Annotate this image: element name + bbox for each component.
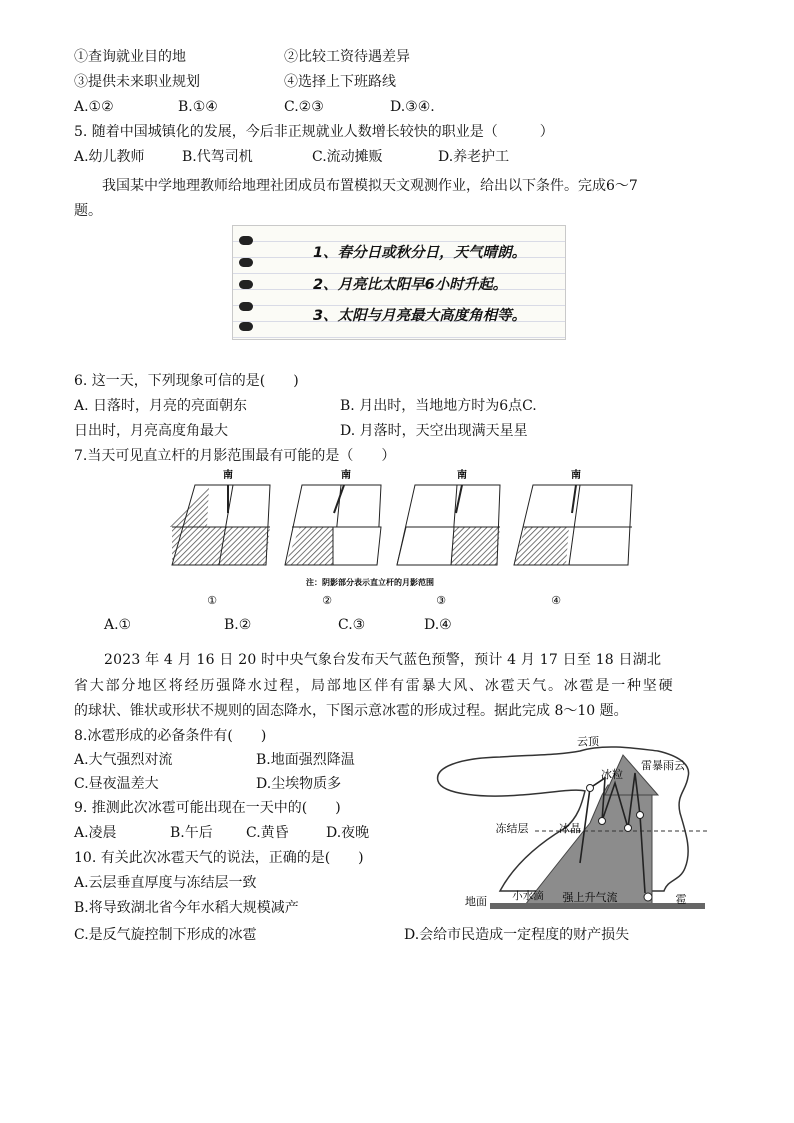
q5-answer-d: D.养老护工 [438,149,510,165]
q4-answer-a: A.①② [74,99,114,115]
panel-number-2: ② [322,594,332,607]
q4-option-2: ②比较工资待遇差异 [284,49,410,65]
q6-answer-c-cont: 日出时，月亮高度角最大 [74,423,228,439]
q6-answer-d: D. 月落时，天空出现满天星星 [340,423,528,439]
intro-8-10-line1: 2023 年 4 月 16 日 20 时中央气象台发布天气蓝色预警，预计 4 月 17 日至 18 日湖北 [104,652,662,668]
q9-answer-d: D.夜晚 [326,825,370,841]
binding-hole [239,302,253,311]
label-ground: 地面 [465,895,487,908]
q10-stem: 10. 有关此次冰雹天气的说法，正确的是( ) [74,850,364,866]
panel-number-1: ① [207,594,217,607]
q10-answer-b: B.将导致湖北省今年水稻大规模减产 [74,900,299,916]
label-updraft: 强上升气流 [562,891,618,904]
note-card [232,225,566,340]
label-hail: 雹 [675,893,687,906]
shadow-area [514,527,569,565]
panel-2-top-label: 南 [341,470,351,481]
q4-option-4: ④选择上下班路线 [284,74,396,90]
q6-stem: 6. 这一天，下列现象可信的是( ) [74,373,299,389]
panel-number-4: ④ [551,594,561,607]
q7-answer-a: A.① [104,617,132,633]
q8-answer-a: A.大气强烈对流 [74,752,173,768]
panel-3-top-label: 南 [457,470,467,481]
figure-note: 注：阴影部分表示直立杆的月影范围 [306,578,434,587]
q7-answer-b: B.② [224,617,252,633]
intro-8-10-line2: 省大部分地区将经历强降水过程，局部地区伴有雷暴大风、冰雹天气。冰雹是一种坚硬 [74,678,675,694]
q8-answer-b: B.地面强烈降温 [256,752,355,768]
label-freezing-layer: 冻结层 [495,822,529,835]
q8-answer-c: C.昼夜温差大 [74,776,159,792]
q9-answer-c: C.黄昏 [246,825,289,841]
q10-answer-d: D.会给市民造成一定程度的财产损失 [404,927,630,943]
q8-answer-d: D.尘埃物质多 [256,776,342,792]
label-ice-pellet: 冰粒 [601,768,623,781]
q4-option-3: ③提供未来职业规划 [74,74,200,90]
q7-answer-c: C.③ [338,617,366,633]
note-line-2: 2、月亮比太阳早6小时升起。 [313,277,508,293]
q5-answer-a: A.幼儿教师 [74,149,145,165]
label-storm-cloud: 雷暴雨云 [641,759,685,772]
q6-answer-a: A. 日落时，月亮的亮面朝东 [74,398,248,414]
q10-answer-c: C.是反气旋控制下形成的冰雹 [74,927,257,943]
binding-hole [239,322,253,331]
q10-answer-a: A.云层垂直厚度与冻结层一致 [74,875,257,891]
panel-number-3: ③ [436,594,446,607]
moon-shadow-figure [0,465,794,615]
panel-1 [169,468,270,565]
q8-stem: 8.冰雹形成的必备条件有( ) [74,728,267,744]
note-line-1: 1、春分日或秋分日，天气晴朗。 [313,245,527,261]
hail-formation-diagram [430,733,730,913]
note-line-3: 3、太阳与月亮最大高度角相等。 [313,308,527,324]
binding-hole [239,236,253,245]
q4-answer-d: D.③④. [390,99,435,115]
label-droplets: 小水滴 [512,890,544,902]
panel-4 [514,468,632,565]
q4-option-1: ①查询就业目的地 [74,49,186,65]
panel-2 [285,468,381,565]
q9-answer-a: A.凌晨 [74,825,117,841]
binding-hole [239,280,253,289]
intro-6-7-line2: 题。 [74,203,102,219]
binding-hole [239,258,253,267]
q4-answer-b: B.①④ [178,99,218,115]
q7-stem: 7.当天可见直立杆的月影范围最有可能的是（ ） [74,448,396,464]
q9-stem: 9. 推测此次冰雹可能出现在一天中的( ) [74,800,341,816]
panel-1-top-label: 南 [223,470,233,481]
q5-answer-b: B.代驾司机 [182,149,253,165]
q6-answer-b: B. 月出时，当地地方时为6点C. [340,398,537,414]
label-cloud-top: 云顶 [577,735,599,748]
label-ice-crystal: 冰晶 [559,822,581,835]
intro-6-7-line1: 我国某中学地理教师给地理社团成员布置模拟天文观测作业，给出以下条件。完成6～7 [102,178,638,194]
intro-8-10-line3: 的球状、锥状或形状不规则的固态降水，下图示意冰雹的形成过程。据此完成 8～10 题。 [74,703,628,719]
panel-4-top-label: 南 [571,470,581,481]
q9-answer-b: B.午后 [170,825,213,841]
panel-3 [397,468,500,565]
q4-answer-c: C.②③ [284,99,324,115]
q5-stem: 5. 随着中国城镇化的发展，今后非正规就业人数增长较快的职业是（ ） [74,124,554,140]
q7-answer-d: D.④ [424,617,452,633]
q5-answer-c: C.流动摊贩 [312,149,383,165]
